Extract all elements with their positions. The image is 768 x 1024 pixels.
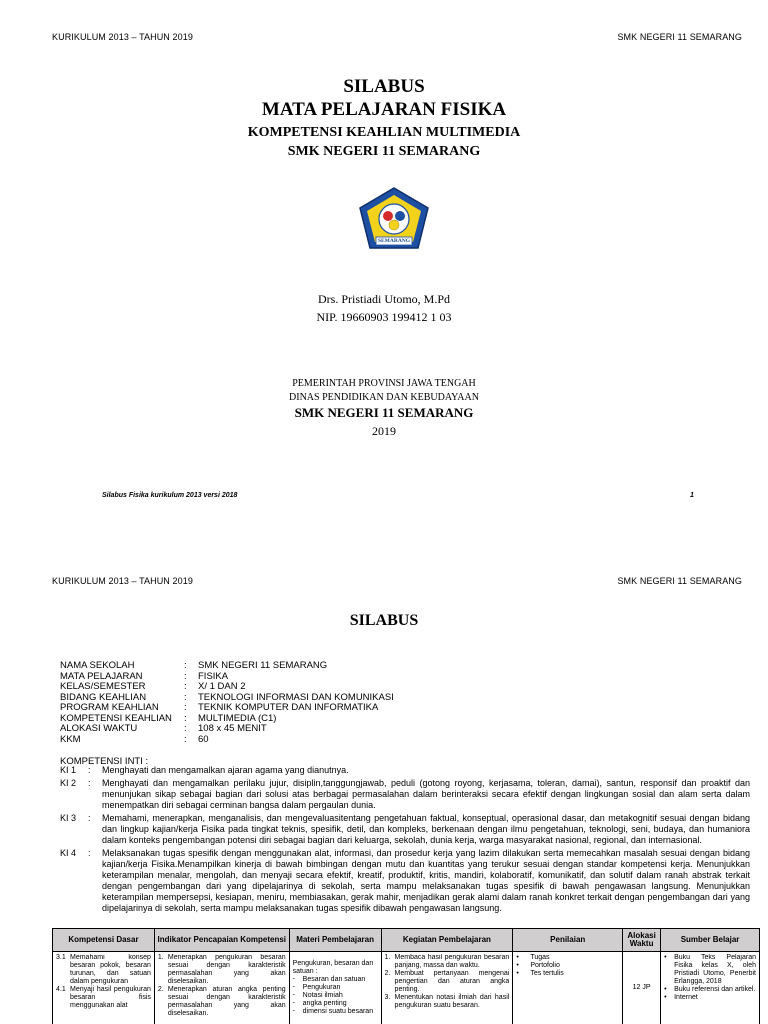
info-value: X/ 1 DAN 2	[198, 681, 246, 692]
col-header: Indikator Pencapaian Kompetensi	[154, 929, 289, 952]
list-item: - dimensi suatu besaran	[292, 1008, 374, 1015]
ki-colon: :	[88, 813, 91, 823]
info-colon: :	[184, 691, 187, 703]
info-key: BIDANG KEAHLIAN	[60, 691, 147, 703]
info-key: ALOKASI WAKTU	[60, 723, 138, 734]
header-left: KURIKULUM 2013 – TAHUN 2019	[52, 32, 193, 42]
info-value: 108 x 45 MENIT	[198, 723, 267, 734]
ki-colon: :	[88, 765, 91, 775]
gov-province: PEMERINTAH PROVINSI JAWA TENGAH	[292, 378, 476, 389]
list-item: 1. Membaca hasil pengukuran besaran panjang, massa dan waktu.	[384, 954, 510, 969]
list-item: - Notasi ilmiah	[292, 992, 343, 999]
syllabus-page	[0, 560, 768, 1024]
ki-item	[60, 813, 750, 846]
ipk-cell	[154, 952, 289, 1024]
info-row	[60, 724, 394, 735]
header-right: SMK NEGERI 11 SEMARANG	[617, 32, 742, 42]
gov-school: SMK NEGERI 11 SEMARANG	[294, 405, 474, 420]
list-item: - Besaran dan satuan	[292, 976, 366, 983]
author-nip: NIP. 19660903 199412 1 03	[316, 310, 452, 324]
page-number: 1	[690, 492, 694, 499]
ki-item	[60, 765, 750, 776]
list-item: - angka penting	[292, 1000, 347, 1007]
ki-label: KI 3	[60, 813, 77, 823]
list-item: • Buku Teks Pelajaran Fisika kelas X, oleh Pristiadi Utomo, Penerbit Erlangga, 2018	[664, 954, 756, 985]
info-value: TEKNOLOGI INFORMASI DAN KOMUNIKASI	[198, 691, 394, 703]
info-key: NAMA SEKOLAH	[60, 660, 135, 671]
kd-cell	[53, 952, 155, 1024]
list-item: 4.1 Menyaji hasil pengukuran besaran fisis menggunakan alat	[56, 986, 151, 1009]
author-name: Drs. Pristiadi Utomo, M.Pd	[317, 292, 450, 306]
ki-colon: :	[88, 778, 91, 788]
info-colon: :	[184, 681, 187, 692]
ki-label: KI 2	[60, 778, 77, 788]
ki-heading: KOMPETENSI INTI :	[60, 756, 149, 767]
info-key: KKM	[60, 733, 81, 745]
ki-item	[60, 778, 750, 811]
table-header-row	[53, 929, 760, 952]
sumber-cell	[661, 952, 760, 1024]
ki-item	[60, 848, 750, 914]
ki-text: Memahami, menerapkan, menganalisis, dan mengevaluasitentang pengetahuan faktual, konseptual, operasional dasar, dan metakognitif sesuai dengan bidang dan lingkup kajian/kerja Fisika pada tingkat teknis, spesifik, detil, dan kompleks, berkenaan dengan ilmu pengetahuan, teknologi, seni, budaya, dan humaniora dalam konteks pengembangan potensi diri sebagai bagian dari keluarga, sekolah, dunia kerja, warga masyarakat nasional, regional, dan internasional.	[102, 813, 750, 845]
list-item: - Pengukuran	[292, 984, 341, 991]
info-row	[60, 661, 394, 672]
col-header: Materi Pembelajaran	[289, 929, 381, 952]
syllabus-title: SILABUS	[349, 612, 419, 629]
col-header: Sumber Belajar	[661, 929, 760, 952]
list-item: • Buku referensi dan artikel.	[664, 986, 756, 993]
info-key: KELAS/SEMESTER	[60, 681, 146, 692]
info-value: FISIKA	[198, 670, 229, 682]
info-colon: :	[184, 733, 187, 745]
list-item: 1. Menerapkan pengukuran besaran sesuai dengan karakteristik permasalahan yang akan diselesaikan.	[157, 954, 286, 985]
col-header: Kegiatan Pembelajaran	[381, 929, 513, 952]
info-colon: :	[184, 702, 187, 713]
alokasi-value: 12 JP	[632, 984, 651, 991]
info-key: PROGRAM KEAHLIAN	[60, 702, 159, 713]
kegiatan-cell	[381, 952, 513, 1024]
list-item: 2. Menerapkan aturan angka penting sesuai dengan karakteristik permasalahan yang akan diselesaikan.	[157, 986, 286, 1017]
ki-text: Menghayati dan mengamalkan ajaran agama yang dianutnya.	[102, 765, 349, 775]
syllabus-table	[52, 928, 760, 1024]
cover-title: SILABUS	[343, 76, 425, 97]
info-key: KOMPETENSI KEAHLIAN	[60, 712, 172, 724]
cover-competency: KOMPETENSI KEAHLIAN MULTIMEDIA	[247, 125, 521, 140]
info-row	[60, 682, 394, 693]
ki-label: KI 4	[60, 848, 77, 858]
info-row	[60, 735, 394, 746]
info-value: MULTIMEDIA (C1)	[198, 712, 277, 724]
list-item: • Internet	[664, 994, 698, 1001]
ki-text: Melaksanakan tugas spesifik dengan menggunakan alat, informasi, dan prosedur kerja yang lazim dilakukan serta memecahkan masalah sesuai dengan bidang kajian/kerja Fisika.Menampilkan kinerja di bawah bimbingan dengan mutu dan kuantitas yang terukur sesuai dengan standar kompetensi kerja. Menunjukkan keterampilan menalar, mengolah, dan menyaji secara efektif, kreatif, produktif, kritis, mandiri, kolaboratif, komunikatif, dan solutif dalam ranah abstrak terkait dengan pengembangan dari yang dipelajarinya di sekolah, serta mampu melaksanakan tugas spesifik di bawah pengawasan langsung. Menunjukkan keterampilan mempersepsi, kesiapan, meniru, membiasakan, gerak mahir, menjadikan gerak alami dalam ranah konkret terkait dengan pengembangan dari yang dipelajarinya di sekolah, serta mampu melaksanakan tugas spesifik dibawah pengawasan langsung.	[102, 848, 750, 913]
ki-colon: :	[88, 848, 91, 858]
col-header: Kompetensi Dasar	[53, 929, 155, 952]
header-left: KURIKULUM 2013 – TAHUN 2019	[52, 576, 193, 586]
info-colon: :	[184, 660, 187, 671]
materi-intro: Pengukuran, besaran dan satuan :	[292, 960, 374, 975]
ki-label: KI 1	[60, 765, 77, 775]
info-key: MATA PELAJARAN	[60, 670, 143, 682]
list-item: • Portofolio	[516, 962, 560, 969]
school-logo	[356, 186, 432, 256]
info-row	[60, 703, 394, 714]
cover-subject: MATA PELAJARAN FISIKA	[261, 99, 507, 120]
materi-cell	[289, 952, 381, 1024]
info-value: TEKNIK KOMPUTER DAN INFORMATIKA	[198, 702, 379, 713]
col-header: Alokasi Waktu	[623, 929, 661, 952]
cover-year: 2019	[372, 424, 396, 438]
alokasi-cell	[623, 952, 661, 1024]
info-value: 60	[198, 733, 209, 745]
col-header: Penilaian	[513, 929, 623, 952]
list-item: 3.1 Memahami konsep besaran pokok, besaran turunan, dan satuan dalam pengukuran	[56, 954, 151, 985]
list-item: • Tugas	[516, 954, 550, 961]
gov-department: DINAS PENDIDIKAN DAN KEBUDAYAAN	[289, 392, 479, 403]
penilaian-cell	[513, 952, 623, 1024]
info-colon: :	[184, 723, 187, 734]
header-right: SMK NEGERI 11 SEMARANG	[617, 576, 742, 586]
logo-text: SEMARANG	[377, 238, 411, 244]
school-info	[60, 661, 394, 745]
info-colon: :	[184, 670, 187, 682]
cover-school: SMK NEGERI 11 SEMARANG	[287, 144, 481, 159]
footer-note: Silabus Fisika kurikulum 2013 versi 2018	[102, 492, 238, 499]
ki-text: Menghayati dan mengamalkan perilaku jujur, disiplin,tanggungjawab, peduli (gotong royong, kerjasama, toleran, damai), santun, responsif dan proaktif dan menunjukan sikap sebagai bagian dari solusi atas berbagai permasalahan dalam berinteraksi secara efektif dengan lingkungan sosial dan alam serta dalam menempatkan diri sebagai cerminan bangsa dalam pergaulan dunia.	[102, 778, 750, 810]
info-value: SMK NEGERI 11 SEMARANG	[198, 660, 328, 671]
list-item: 3. Menentukan notasi ilmiah dari hasil pengukuran suatu besaran.	[384, 994, 510, 1009]
table-row	[53, 952, 760, 1024]
list-item: 2. Membuat pertanyaan mengenai pengertian dan aturan angka penting.	[384, 970, 510, 993]
info-colon: :	[184, 712, 187, 724]
list-item: • Tes tertulis	[516, 970, 564, 977]
